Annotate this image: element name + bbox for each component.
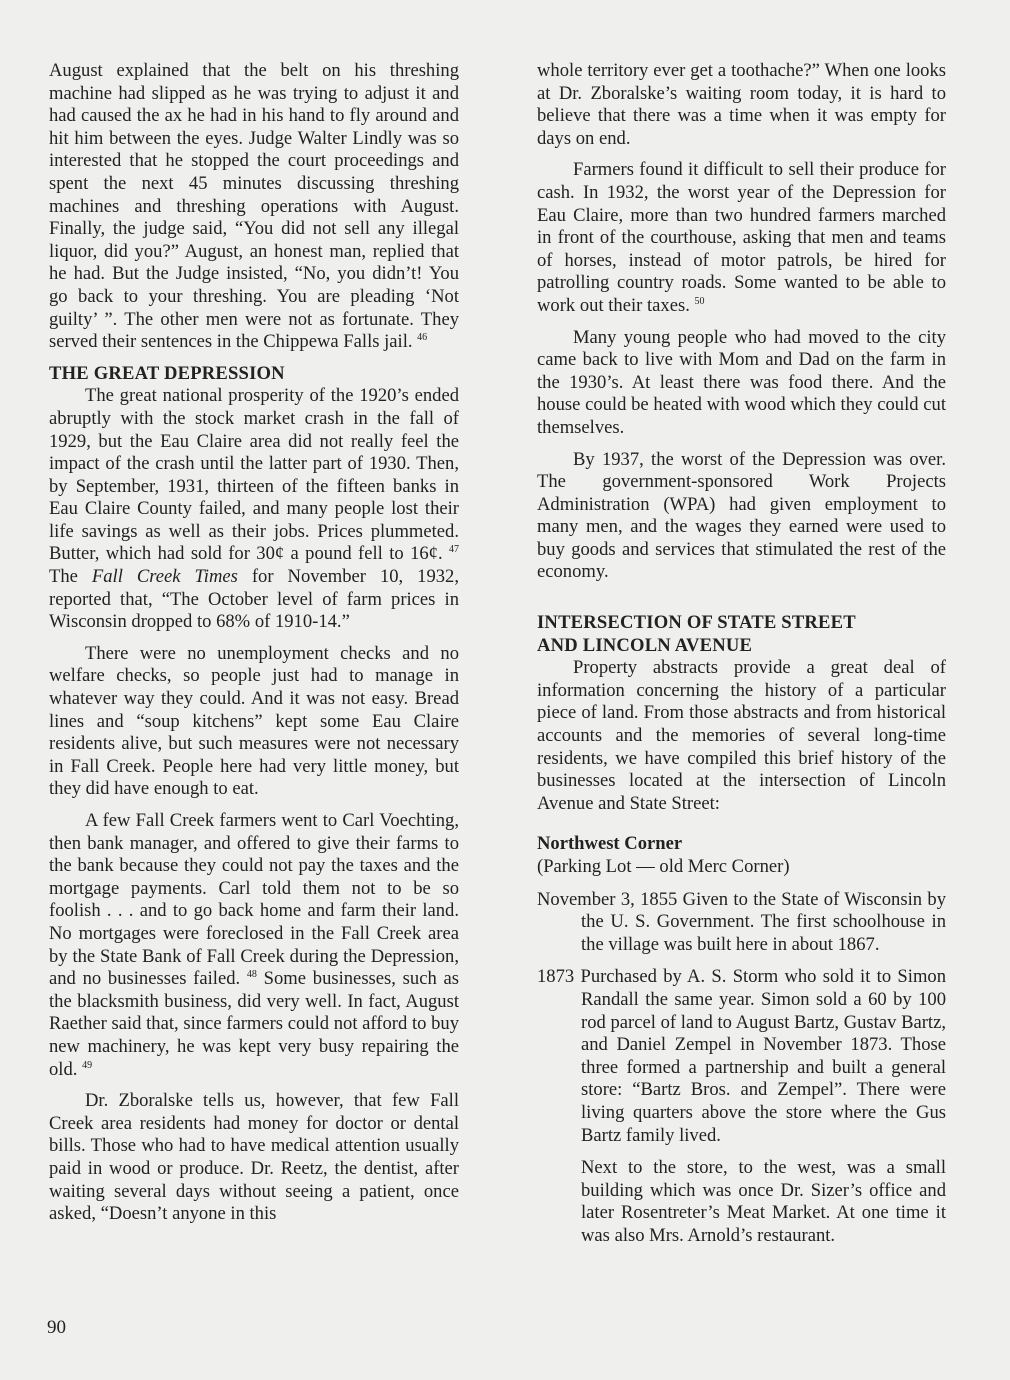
paragraph-doctor-bills: Dr. Zboralske tells us, however, that few Fall Creek area residents had money for doctor or dental bills. Those who had to have medical attention usually paid in wood or produce. Dr. Reetz, the dentist, after waiting several days without seeing a patient, once asked, “Doesn’t anyone in this [49, 1090, 459, 1225]
section-heading-great-depression: THE GREAT DEPRESSION [49, 362, 285, 384]
page-number: 90 [47, 1317, 66, 1338]
paragraph-bank-farmers: A few Fall Creek farmers went to Carl Voechting, then bank manager, and offered to give their farms to the bank because they could not pay the taxes and the mortgage payments. Carl told them not to be so foolish . . . and to go back home and farm their land. No mortgages were foreclosed in the Fall Creek area by the State Bank of Fall Creek during the Depression, and no businesses failed. $^{48}$ Some businesses, such as the blacksmith business, did very well. In fact, August Raether said that, since farmers could not afford to buy new machinery, he was kept very busy repairing the old. $^{49}$ [49, 810, 459, 1080]
left-column [49, 60, 459, 1226]
history-entry-next-building: Next to the store, to the west, was a small building which was once Dr. Sizer’s office and later Rosentreter’s Meat Market. At one time it was also Mrs. Arnold’s restaurant. [581, 1157, 946, 1246]
footnote-ref: 50 [694, 295, 705, 307]
paragraph-property-abstracts: Property abstracts provide a great deal of information concerning the history of a particular piece of land. From those abstracts and from historical accounts and the memories of several long-time residents, we have compiled this brief history of the businesses located at the intersection of Lincoln Avenue and State Street: [537, 657, 946, 814]
section-heading-intersection: INTERSECTION OF STATE STREET AND LINCOLN AVENUE [537, 612, 856, 656]
footnote-ref: 49 [82, 1059, 93, 1071]
paragraph-prosperity-ended: The great national prosperity of the 1920’s ended abruptly with the stock market crash in the fall of 1929, but the Eau Claire area did not really feel the impact of the crash until the latter part of 1930. Then, by September, 1931, thirteen of the fifteen banks in Eau Claire County failed, and many people lost their life savings as well as their jobs. Prices plummeted. Butter, which had sold for 30¢ a pound fell to 16¢. $^{47}$ The Fall Creek Times for November 10, 1932, reported that, “The October level of farm prices in Wisconsin dropped to 68% of 1910-14.” [49, 385, 459, 633]
footnote-ref: 48 [246, 968, 257, 980]
paragraph-young-people: Many young people who had moved to the city came back to live with Mom and Dad on the farm in the 1930’s. At least there was food there. And the house could be heated with wood which they could cut themselves. [537, 326, 946, 438]
subheading-note: (Parking Lot — old Merc Corner) [537, 856, 790, 877]
paragraph-wpa: By 1937, the worst of the Depression was over. The government-sponsored Work Projects Administration (WPA) had given employment to many men, and the wages they earned were used to buy goods and services that stimulated the rest of the economy. [537, 448, 946, 583]
newspaper-title: Fall Creek Times [91, 566, 238, 588]
paragraph-august-threshing: August explained that the belt on his threshing machine had slipped as he was trying to adjust it and had caused the ax he had in his hand to fly around and hit him between the eyes. Judge Walter Lindly was so interested that he stopped the court proceedings and spent the next 45 minutes discussing threshing machines and threshing operations with August. Finally, the judge said, “You did not sell any illegal liquor, did you?” August, an honest man, replied that he had. But the Judge insisted, “No, you didn’t! You go back to your threshing. You are pleading ‘Not guilty’ ”. The other men were not as fortunate. They served their sentences in the Chippewa Falls jail. $^{46}$ [49, 60, 459, 353]
footnote-ref: 46 [417, 331, 428, 343]
right-column [537, 60, 946, 1248]
history-entry-1873: 1873 Purchased by A. S. Storm who sold it to Simon Randall the same year. Simon sold a 60 by 100 rod parcel of land to August Bartz, Gustav Bartz, and Daniel Zempel in November 1873. Those three formed a partnership and built a general store: “Bartz Bros. and Zempel”. There were living quarters above the store where the Gus Bartz family lived. [537, 966, 946, 1146]
paragraph-no-welfare: There were no unemployment checks and no welfare checks, so people just had to manage in whatever way they could. And it was not easy. Bread lines and “soup kitchens” kept some Eau Claire residents alive, but such measures were not necessary in Fall Creek. People here had very little money, but they did have enough to eat. [49, 642, 459, 800]
footnote-ref: 47 [449, 544, 459, 556]
subheading-northwest-corner: Northwest Corner [537, 833, 683, 855]
paragraph-toothache: whole territory ever get a toothache?” When one looks at Dr. Zboralske’s waiting room today, it is hard to believe that there was a time when it was empty for days on end. [537, 60, 946, 149]
paragraph-farmers-produce: Farmers found it difficult to sell their produce for cash. In 1932, the worst year of the Depression for Eau Claire, more than two hundred farmers marched in front of the courthouse, asking that men and teams of horses, instead of motor patrols, be hired for patrolling country roads. Some wanted to be able to work out their taxes. $^{50}$ [537, 159, 946, 316]
history-entry-1855: November 3, 1855 Given to the State of Wisconsin by the U. S. Government. The first schoolhouse in the village was built here in about 1867. [537, 888, 946, 955]
